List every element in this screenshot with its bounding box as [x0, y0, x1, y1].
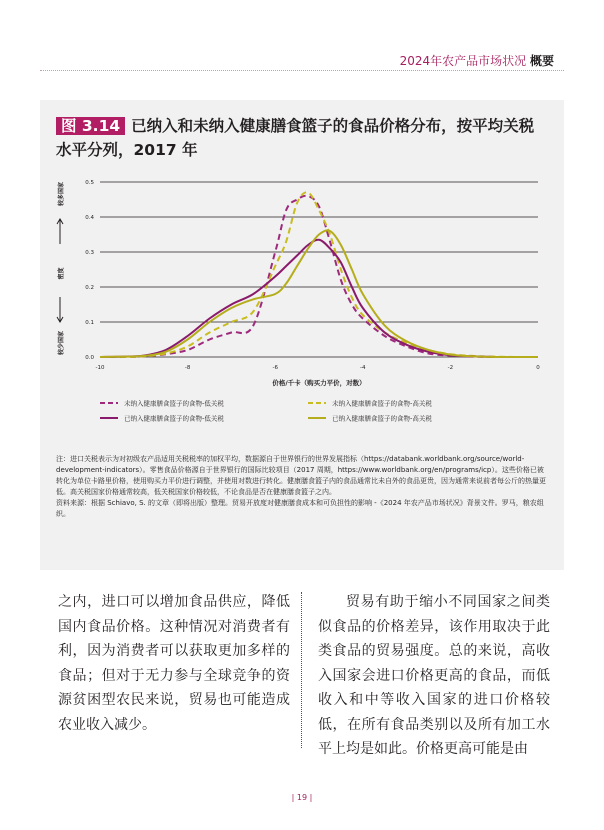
figure-label: 图 3.14	[56, 117, 125, 135]
figure-box	[40, 100, 564, 570]
x-tick-label: -4	[360, 365, 366, 371]
x-tick-label: 0	[536, 365, 540, 371]
y-tick-label: 0.5	[85, 180, 94, 186]
y-axis-label-middle: 密度	[58, 267, 65, 280]
y-tick-label: 0.0	[85, 355, 94, 361]
x-tick-label: -10	[95, 365, 105, 371]
column-divider	[301, 592, 302, 748]
figure-title: 已纳入和未纳入健康膳食篮子的食品价格分布，按平均关税水平分列，2017 年	[56, 117, 535, 159]
series-line-included-low-tariff	[100, 240, 538, 357]
y-tick-label: 0.3	[85, 250, 94, 256]
y-tick-label: 0.4	[85, 215, 94, 221]
legend-included-low-tariff-label: 已纳入健康膳食篮子的食物-低关税	[124, 414, 224, 423]
down-arrow-icon	[57, 297, 63, 322]
body-column-left: 之内，进口可以增加食品供应，降低国内食品价格。这种情况对消费者有利，因为消费者可以获取更加多样的食品；但对于无力参与全球竞争的资源贫困型农民来说，贸易也可能造成农业收入减少。	[58, 594, 290, 733]
x-axis-label: 价格/千卡（购买力平价，对数）	[272, 379, 366, 387]
legend-excluded-high-tariff-label: 未纳入健康膳食篮子的食物-高关税	[332, 399, 432, 408]
page-number: | 19 |	[291, 793, 313, 802]
series-line-included-high-tariff	[100, 230, 538, 357]
section-title: 概要	[529, 54, 554, 68]
x-tick-label: -2	[447, 365, 454, 371]
y-axis-label-top: 较多国家	[58, 181, 65, 207]
y-tick-label: 0.1	[85, 320, 94, 326]
figure-notes	[56, 454, 550, 520]
figure-source: 资料来源：根据 Schiavo, S. 的文章（即将出版）整理。贸易开放度对健康膳食成本和可负担性的影响 -《2024 年农产品市场状况》背景文件。罗马，粮农组织。	[56, 499, 544, 518]
legend-excluded-low-tariff-label: 未纳入健康膳食篮子的食物-低关税	[124, 399, 224, 408]
legend-included-high-tariff-label: 已纳入健康膳食篮子的食物-高关税	[332, 414, 432, 423]
density-chart	[40, 100, 564, 450]
x-tick-label: -6	[272, 365, 278, 371]
up-arrow-icon	[57, 219, 63, 244]
figure-note: 注：进口关税表示为对初级农产品适用关税税率的加权平均，数据源自于世界银行的世界发展指标（https://databank.worldbank.org/source/world-development-indicators）。零售食品价格源自于世界银行的国际比较项目（2017 周期，https://www.worldbank.org/en/programs/icp）。这些价格已被转化为单位卡路里价格，使用购买力平价进行调整，并使用对数进行转化。健康膳食篮子内的食品通常比未自外的食品更贵，因为通常来说前者每公斤的热量更低。高关税国家价格通常较高，低关税国家价格较低，不论食品是否在健康膳食篮子之内。	[56, 455, 546, 496]
series-line-excluded-low-tariff	[100, 196, 538, 357]
x-tick-label: -8	[184, 365, 191, 371]
header-divider	[40, 70, 564, 71]
report-title: 2024年农产品市场状况	[399, 54, 527, 68]
running-header	[400, 52, 554, 69]
y-axis-label-bottom: 较少国家	[58, 330, 65, 356]
y-tick-label: 0.2	[85, 285, 94, 291]
body-column-right: 贸易有助于缩小不同国家之间类似食品的价格差异，该作用取决于此类食品的贸易强度。总的来说，高收入国家会进口价格更高的食品，而低收入和中等收入国家的进口价格较低，在所有食品类别以及所有加工水平上均是如此。价格更高可能是由	[318, 594, 550, 757]
